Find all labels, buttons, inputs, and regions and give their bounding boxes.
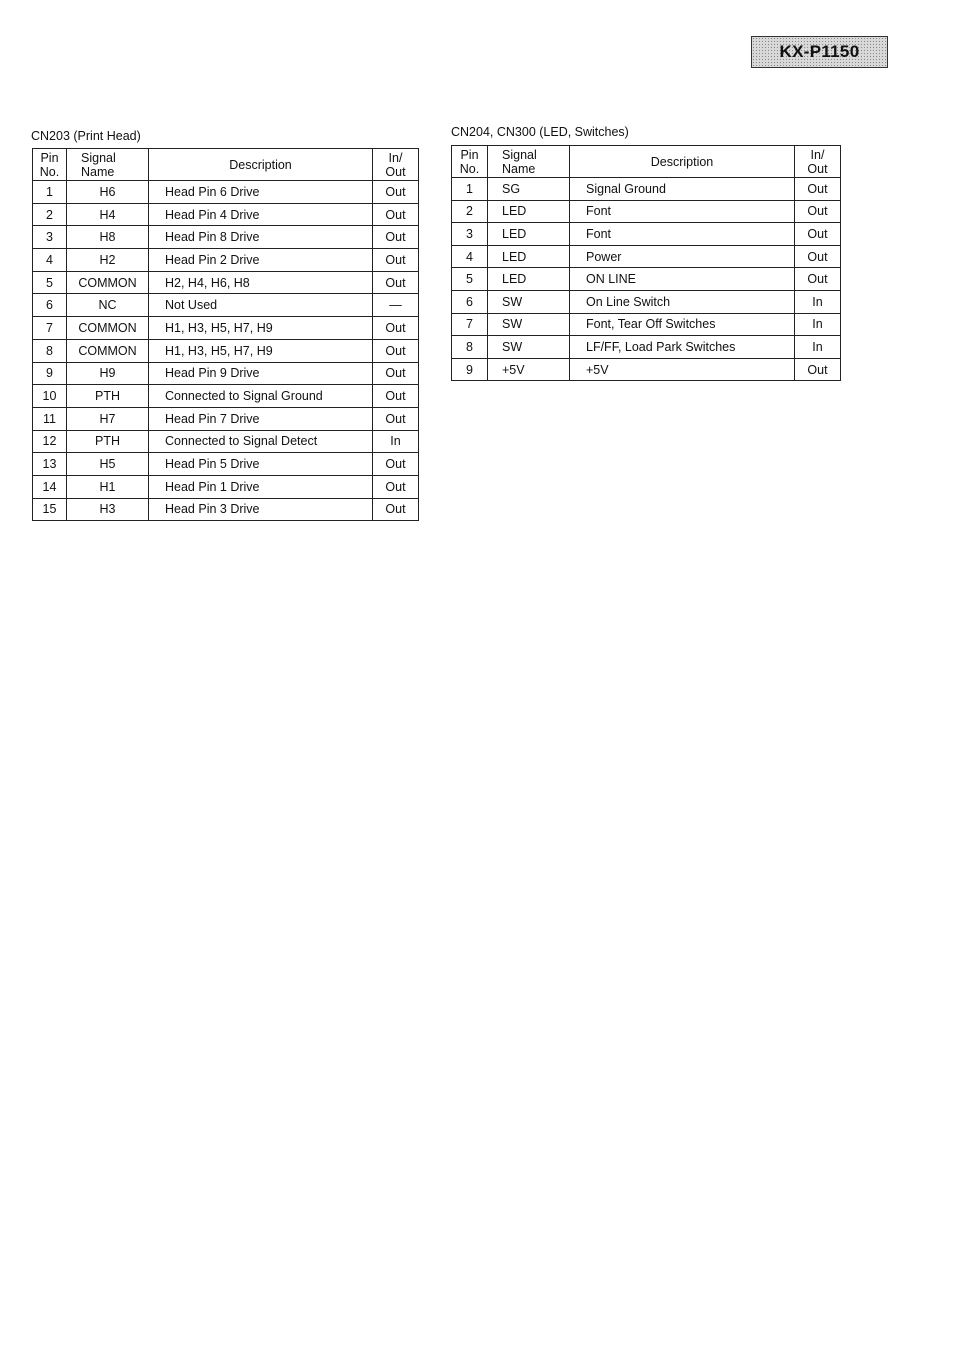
pin-number: 4 (452, 245, 488, 268)
model-number: KX-P1150 (779, 42, 860, 61)
table-row (33, 385, 419, 408)
signal-name: LED (488, 245, 570, 268)
col-header-pin: Pin No. (33, 149, 67, 181)
in-out: Out (373, 181, 419, 204)
table-row (452, 245, 841, 268)
description: Power (570, 245, 795, 268)
description: LF/FF, Load Park Switches (570, 336, 795, 359)
signal-name: +5V (488, 358, 570, 381)
in-out: Out (795, 178, 841, 201)
signal-name: H9 (67, 362, 149, 385)
table-row (33, 475, 419, 498)
description: Head Pin 3 Drive (149, 498, 373, 521)
in-out: Out (373, 339, 419, 362)
table-row (33, 498, 419, 521)
col-header-description: Description (570, 146, 795, 178)
pin-number: 9 (33, 362, 67, 385)
signal-name: LED (488, 223, 570, 246)
table-row (33, 294, 419, 317)
in-out: Out (373, 362, 419, 385)
model-badge (751, 36, 888, 68)
description: Head Pin 2 Drive (149, 249, 373, 272)
in-out: Out (373, 203, 419, 226)
in-out: Out (373, 407, 419, 430)
pin-number: 3 (33, 226, 67, 249)
col-header-description: Description (149, 149, 373, 181)
table-row (33, 203, 419, 226)
description: Font (570, 223, 795, 246)
description: Head Pin 4 Drive (149, 203, 373, 226)
pin-number: 9 (452, 358, 488, 381)
pin-number: 2 (452, 200, 488, 223)
pin-number: 12 (33, 430, 67, 453)
description: Connected to Signal Detect (149, 430, 373, 453)
signal-name: H4 (67, 203, 149, 226)
col-header-pin: Pin No. (452, 146, 488, 178)
pin-table-cn203 (32, 148, 419, 521)
signal-name: PTH (67, 385, 149, 408)
pin-number: 8 (33, 339, 67, 362)
table-row (452, 200, 841, 223)
in-out: — (373, 294, 419, 317)
in-out: Out (373, 249, 419, 272)
pin-number: 2 (33, 203, 67, 226)
col-header-signal: Signal Name (67, 149, 149, 181)
table-title-cn203: CN203 (Print Head) (31, 129, 141, 143)
table-row (33, 271, 419, 294)
table-title-cn204-cn300: CN204, CN300 (LED, Switches) (451, 125, 629, 139)
in-out: Out (795, 200, 841, 223)
signal-name: H8 (67, 226, 149, 249)
table-row (452, 358, 841, 381)
description: Head Pin 5 Drive (149, 453, 373, 476)
pin-number: 5 (33, 271, 67, 294)
pin-number: 7 (33, 317, 67, 340)
table-header-row (452, 146, 841, 178)
pin-number: 7 (452, 313, 488, 336)
in-out: In (373, 430, 419, 453)
pin-number: 6 (452, 290, 488, 313)
table-row (33, 181, 419, 204)
description: ON LINE (570, 268, 795, 291)
pin-number: 8 (452, 336, 488, 359)
pin-table-cn204-cn300 (451, 145, 841, 381)
in-out: Out (795, 268, 841, 291)
signal-name: COMMON (67, 317, 149, 340)
description: H1, H3, H5, H7, H9 (149, 339, 373, 362)
in-out: Out (373, 317, 419, 340)
signal-name: COMMON (67, 271, 149, 294)
description: Connected to Signal Ground (149, 385, 373, 408)
in-out: Out (373, 475, 419, 498)
description: Head Pin 6 Drive (149, 181, 373, 204)
table-row (33, 362, 419, 385)
description: Head Pin 1 Drive (149, 475, 373, 498)
signal-name: H5 (67, 453, 149, 476)
signal-name: SW (488, 313, 570, 336)
table-row (452, 290, 841, 313)
signal-name: H6 (67, 181, 149, 204)
table-header-row (33, 149, 419, 181)
in-out: In (795, 313, 841, 336)
col-header-signal: Signal Name (488, 146, 570, 178)
table-row (33, 453, 419, 476)
description: Font, Tear Off Switches (570, 313, 795, 336)
in-out: Out (795, 223, 841, 246)
pin-number: 3 (452, 223, 488, 246)
signal-name: SG (488, 178, 570, 201)
signal-name: H2 (67, 249, 149, 272)
in-out: Out (373, 226, 419, 249)
in-out: In (795, 290, 841, 313)
signal-name: SW (488, 290, 570, 313)
pin-number: 5 (452, 268, 488, 291)
pin-number: 6 (33, 294, 67, 317)
signal-name: SW (488, 336, 570, 359)
table-row (452, 336, 841, 359)
in-out: In (795, 336, 841, 359)
in-out: Out (373, 385, 419, 408)
pin-number: 10 (33, 385, 67, 408)
pin-number: 1 (33, 181, 67, 204)
description: H1, H3, H5, H7, H9 (149, 317, 373, 340)
description: Font (570, 200, 795, 223)
pin-number: 1 (452, 178, 488, 201)
table-row (33, 339, 419, 362)
table-row (452, 268, 841, 291)
description: On Line Switch (570, 290, 795, 313)
table-row (33, 430, 419, 453)
description: H2, H4, H6, H8 (149, 271, 373, 294)
description: Not Used (149, 294, 373, 317)
pin-number: 15 (33, 498, 67, 521)
pin-number: 14 (33, 475, 67, 498)
description: Head Pin 8 Drive (149, 226, 373, 249)
description: Signal Ground (570, 178, 795, 201)
signal-name: LED (488, 268, 570, 291)
table-row (452, 313, 841, 336)
table-row (33, 249, 419, 272)
in-out: Out (795, 245, 841, 268)
description: +5V (570, 358, 795, 381)
table-row (33, 317, 419, 340)
in-out: Out (795, 358, 841, 381)
table-row (452, 223, 841, 246)
signal-name: H1 (67, 475, 149, 498)
pin-number: 13 (33, 453, 67, 476)
col-header-io: In/ Out (373, 149, 419, 181)
signal-name: NC (67, 294, 149, 317)
pin-number: 11 (33, 407, 67, 430)
signal-name: H7 (67, 407, 149, 430)
table-row (33, 226, 419, 249)
description: Head Pin 9 Drive (149, 362, 373, 385)
pin-number: 4 (33, 249, 67, 272)
in-out: Out (373, 271, 419, 294)
table-row (33, 407, 419, 430)
signal-name: LED (488, 200, 570, 223)
description: Head Pin 7 Drive (149, 407, 373, 430)
table-row (452, 178, 841, 201)
signal-name: H3 (67, 498, 149, 521)
signal-name: COMMON (67, 339, 149, 362)
in-out: Out (373, 453, 419, 476)
signal-name: PTH (67, 430, 149, 453)
col-header-io: In/ Out (795, 146, 841, 178)
in-out: Out (373, 498, 419, 521)
